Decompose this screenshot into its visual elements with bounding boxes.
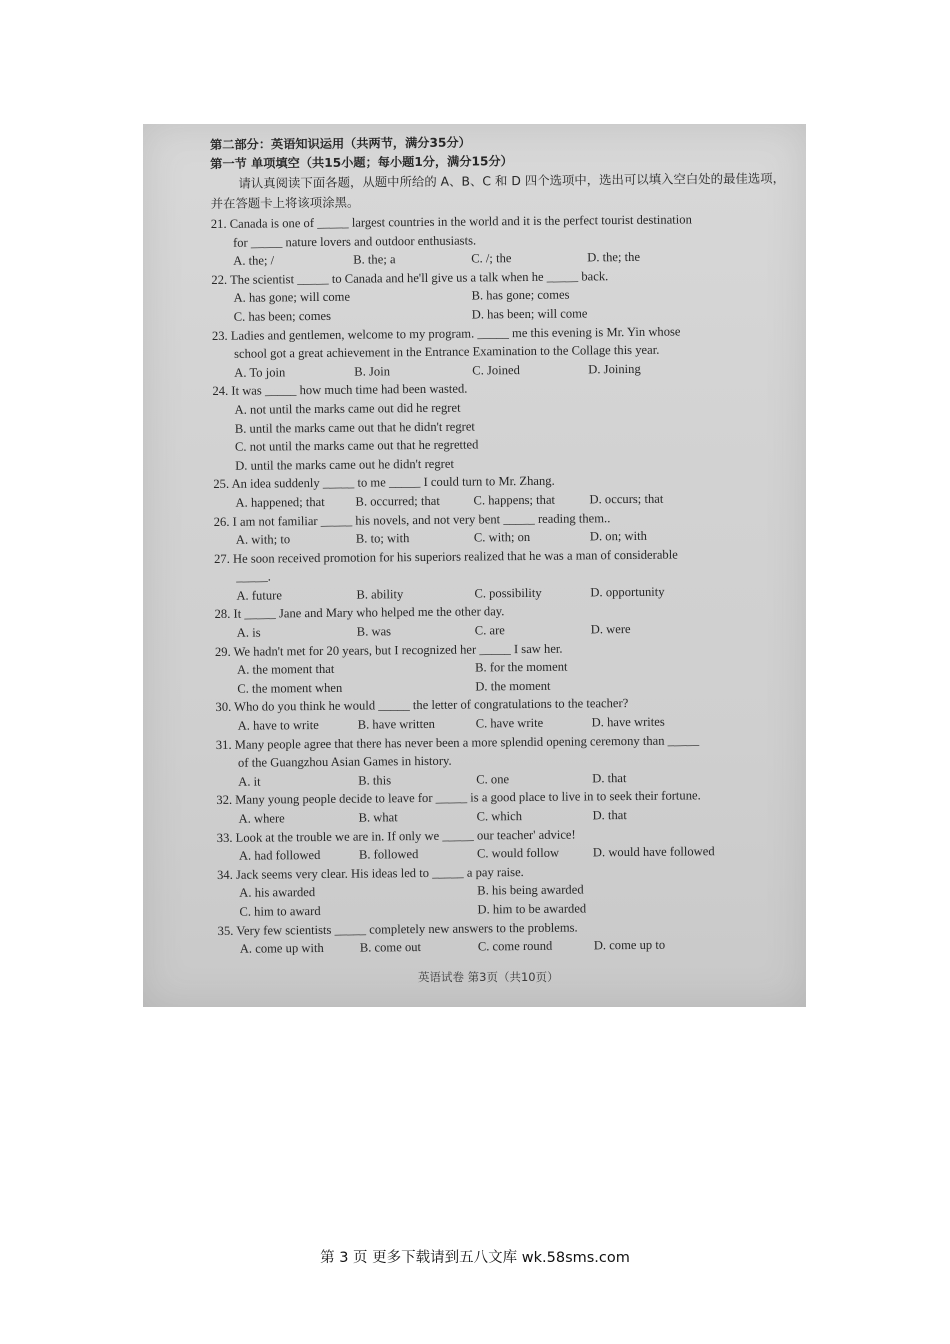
question-stem-continued: for _____ nature lovers and outdoor enthusiasts.: [232, 233, 477, 250]
question-stem-continued: _____.: [236, 569, 271, 585]
question-33: [217, 823, 792, 866]
option-b: B. what: [358, 810, 398, 825]
option-b: B. has gone; comes: [471, 287, 570, 303]
exam-content: [210, 130, 793, 958]
instructions: 请认真阅读下面各题，从题中所给的 A、B、C 和 D 四个选项中，选出可以填入空白处的最佳选项，并在答题卡上将该项涂黑。: [210, 170, 786, 211]
question-stem: 21. Canada is one of _____ largest countries in the world and it is the perfect tourist destination: [210, 212, 692, 231]
question-stem: 25. An idea suddenly _____ to me _____ I could turn to Mr. Zhang.: [213, 474, 555, 492]
option-a: A. To join: [234, 365, 286, 380]
question-stem-continued: school got a great achievement in the Entrance Examination to the Collage this year.: [234, 342, 660, 361]
question-stem-continued: of the Guangzhou Asian Games in history.: [237, 753, 452, 770]
option-a: A. his awarded: [239, 885, 316, 901]
exam-page-number: 英语试卷 第3页（共10页）: [418, 970, 559, 984]
option-d: D. the moment: [475, 678, 551, 694]
option-c: C. one: [476, 771, 510, 787]
question-stem: 23. Ladies and gentlemen, welcome to my program. _____ me this evening is Mr. Yin whose: [211, 324, 681, 343]
question-21: [211, 209, 787, 270]
options: [211, 284, 786, 327]
option-b: B. to; with: [355, 531, 410, 546]
question-23: [212, 321, 788, 382]
section-title: 第一节 单项填空（共15小题；每小题1分，满分15分）: [210, 154, 513, 171]
option-a: A. future: [236, 588, 282, 603]
option-a: A. happened; that: [235, 494, 325, 510]
question-27: [214, 544, 790, 605]
option-d: D. him to be awarded: [477, 901, 587, 917]
option-a: A. where: [238, 811, 285, 826]
option-d: D. that: [592, 770, 627, 786]
option-a: A. had followed: [238, 848, 321, 863]
option-a: A. it: [238, 774, 261, 789]
option-b: B. for the moment: [475, 659, 568, 675]
option-d: D. has been; will come: [471, 306, 588, 322]
option-c: C. not until the marks came out that he regretted: [234, 437, 479, 454]
question-stem: 33. Look at the trouble we are in. If only we _____ our teacher' advice!: [216, 827, 576, 845]
question-stem: 26. I am not familiar _____ his novels, and not very bent _____ reading them..: [213, 510, 611, 529]
option-c: C. which: [476, 809, 523, 824]
question-28: [215, 600, 790, 643]
option-b: B. ability: [356, 587, 404, 602]
question-stem: 34. Jack seems very clear. His ideas led to _____ a pay raise.: [217, 864, 524, 882]
option-d: D. occurs; that: [589, 491, 664, 507]
question-35: [218, 916, 793, 959]
question-stem: 29. We hadn't met for 20 years, but I recognized her _____ I saw her.: [214, 641, 563, 659]
option-b: B. followed: [358, 847, 419, 862]
option-d: D. would have followed: [592, 844, 715, 860]
question-stem: 32. Many young people decide to leave for _____ is a good place to live in to seek their fortune.: [216, 788, 701, 808]
question-30: [215, 693, 790, 736]
option-d: D. on; with: [589, 528, 647, 544]
question-34: [217, 860, 793, 921]
option-b: B. his being awarded: [477, 882, 584, 898]
question-stem: 22. The scientist _____ to Canada and he'll give us a talk when he _____ back.: [211, 268, 609, 287]
question-stem: 24. It was _____ how much time had been wasted.: [212, 381, 468, 399]
option-a: A. is: [236, 625, 261, 640]
exam-page-photo: [143, 124, 806, 1007]
option-b: B. the; a: [353, 252, 396, 267]
option-b: B. until the marks came out that he didn't regret: [234, 419, 475, 436]
page-footer: 第 3 页 更多下载请到五八文库 wk.58sms.com: [320, 1250, 630, 1266]
question-stem: 30. Who do you think he would _____ the letter of congratulations to the teacher?: [215, 696, 629, 715]
option-c: C. /; the: [471, 251, 512, 266]
question-22: [211, 265, 787, 326]
option-c: C. him to award: [239, 903, 321, 919]
question-26: [214, 507, 789, 550]
option-c: C. has been; comes: [233, 308, 332, 324]
option-d: D. opportunity: [590, 584, 665, 600]
option-a: A. come up with: [239, 941, 324, 956]
option-d: D. Joining: [588, 361, 641, 377]
option-d: D. that: [592, 808, 627, 823]
question-29: [215, 637, 791, 698]
option-a: A. have to write: [237, 718, 319, 733]
option-a: A. the; /: [233, 253, 275, 268]
option-b: B. was: [356, 624, 392, 639]
question-stem: 31. Many people agree that there has never been a more splendid opening ceremony than _____: [215, 732, 700, 752]
option-d: D. come up to: [593, 937, 666, 953]
option-c: C. with; on: [473, 530, 531, 545]
option-a: A. has gone; will come: [233, 290, 351, 306]
option-a: A. not until the marks came out did he regret: [234, 400, 461, 417]
option-c: C. happens; that: [473, 492, 556, 508]
option-b: B. this: [358, 773, 392, 788]
option-b: B. Join: [354, 364, 391, 379]
options: [217, 879, 792, 922]
option-c: C. have write: [475, 715, 544, 731]
option-c: C. the moment when: [237, 680, 343, 696]
option-d: D. the; the: [587, 250, 641, 265]
option-d: D. were: [590, 622, 631, 637]
question-25: [213, 470, 788, 513]
option-b: B. occurred; that: [355, 493, 440, 509]
option-d: D. until the marks came out he didn't regret: [235, 456, 454, 473]
options: [215, 656, 790, 699]
option-b: B. have written: [357, 716, 436, 732]
question-31: [216, 730, 792, 791]
option-c: C. would follow: [476, 845, 560, 861]
option-c: C. Joined: [472, 362, 520, 378]
question-stem: 27. He soon received promotion for his superiors realized that he was a man of considerable: [213, 547, 678, 566]
question-32: [216, 786, 791, 829]
option-c: C. possibility: [474, 585, 542, 601]
option-d: D. have writes: [591, 714, 665, 730]
question-stem: 35. Very few scientists _____ completely new answers to the problems.: [217, 920, 578, 938]
option-b: B. come out: [359, 940, 422, 955]
option-c: C. come round: [477, 938, 553, 954]
option-c: C. are: [474, 623, 505, 638]
question-24: [212, 377, 788, 475]
part-title: 第二部分：英语知识运用（共两节，满分35分）: [210, 135, 471, 152]
option-a: A. with; to: [235, 532, 291, 547]
option-a: A. the moment that: [237, 662, 335, 678]
question-stem: 28. It _____ Jane and Mary who helped me the other day.: [214, 604, 505, 622]
